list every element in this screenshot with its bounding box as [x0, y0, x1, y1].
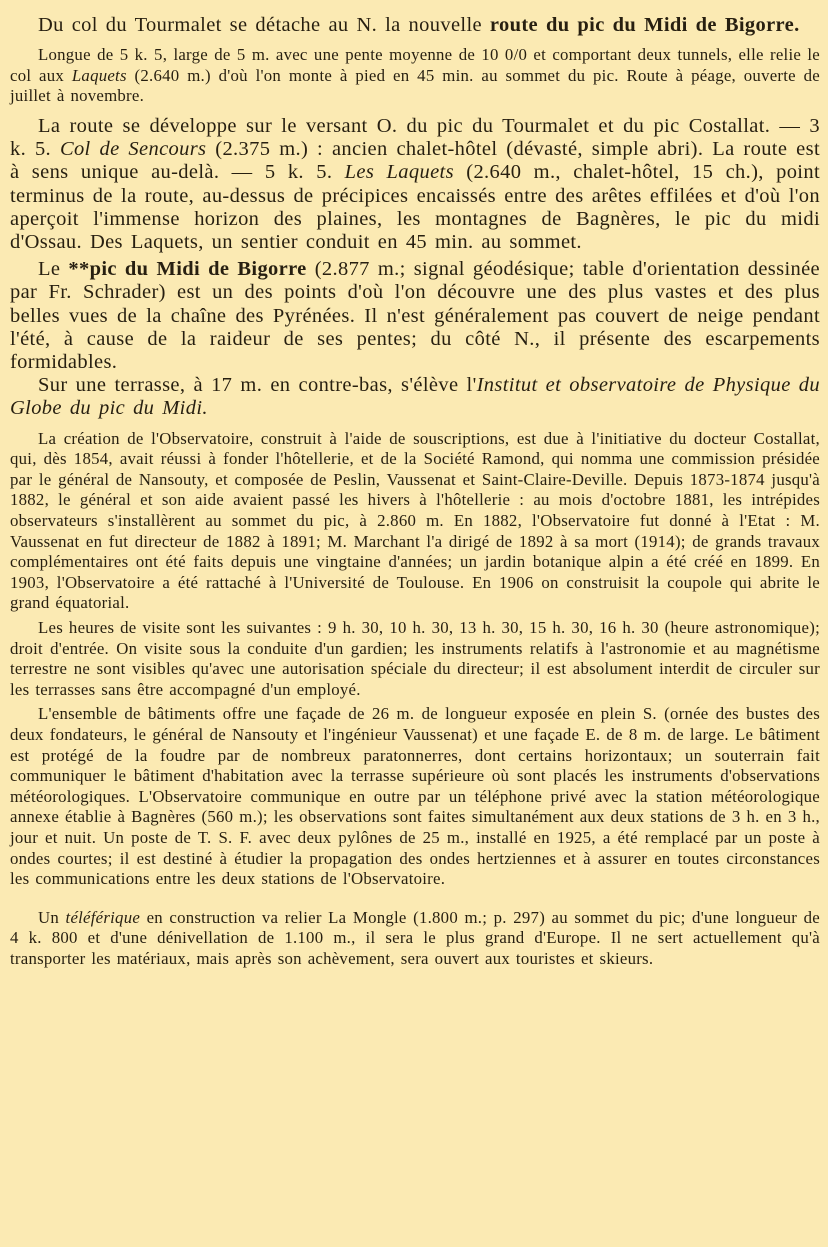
text-run: L'ensemble de bâtiments offre une façade de 26 m. de longueur exposée en plein S. (ornée des bustes des deux fondateurs, le général de Nansouty et l'ingénieur Vaussenat) et une façade E. de 8 m. de large. Le bâtiment est protégé de la foudre par de nombreux paratonnerres, dont certains horizontaux; un souterrain fait communiquer le bâtiment d'habitation avec la terrasse supérieure où sont placés les instruments d'observations météorologiques. L'Observatoire communique en outre par un téléphone privé avec la station météorologique annexe établie à Bagnères (560 m.); les observations sont faites simultanément aux deux stations de 3 h. en 3 h., jour et nuit. Un poste de T. S. F. avec deux pylônes de 25 m., installé en 1925, a été remplacé par un poste à ondes courtes; il est destiné à étudier la propagation des ondes hertziennes et à assurer en toutes circonstances les communications entre les deux stations de l'Observatoire.	[10, 704, 820, 889]
italic-text-run: Laquets	[71, 65, 127, 85]
paragraph-route-heading	[10, 14, 820, 37]
text-run: (2.375 m.) : ancien chalet-hôtel (dévasté, simple abri). La route est à sens unique au-delà. — 5 k. 5.	[10, 138, 821, 184]
text-run: Les heures de visite sont les suivantes : 9 h. 30, 10 h. 30, 13 h. 30, 15 h. 30, 16 h. 30 (heure astronomique); droit d'entrée. On visite sous la conduite d'un gardien; les instruments relatifs à l'astronomie et au magnétisme terrestre ne sont visibles qu'avec une autorisation spéciale du directeur; il est absolument interdit de circuler sur les terrasses sans être accompagné d'un employé.	[10, 617, 820, 699]
text-run: Un	[38, 907, 66, 927]
paragraph-batiments	[10, 704, 820, 889]
paragraph-observatoire-histoire	[10, 429, 820, 614]
text-run: La création de l'Observatoire, construit à l'aide de souscriptions, est due à l'initiative du docteur Costallat, qui, dès 1854, avait réussi à fonder l'hôtellerie, et de la Société Ramond, qui nomma une commission présidée par le général de Nansouty, et composée de Peslin, Vaussenat et Saint-Claire-Deville. Depuis 1873-1874 jusqu'à 1882, le général et son aide avaient passé les hivers à l'hôtellerie : au mois d'octobre 1881, les intrépides observateurs s'installèrent au sommet du pic, à 2.860 m. En 1882, l'Observatoire fut donné à l'Etat : M. Vaussenat en fut directeur de 1882 à 1891; M. Marchant l'a dirigé de 1892 à sa mort (1914); de grands travaux complémentaires ont été faits depuis une vingtaine d'années; un jardin botanique alpin a été créé en 1899. En 1903, l'Observatoire a été rattaché à l'Université de Toulouse. En 1906 on construisit la coupole qui abrite le grand équatorial.	[10, 428, 820, 613]
paragraph-pic-du-midi	[10, 258, 820, 374]
italic-text-run: téléférique	[65, 907, 141, 927]
italic-text-run: Les Laquets	[344, 161, 454, 184]
bold-text-run: route du pic du Midi de Bigorre.	[489, 14, 800, 36]
text-run: Du col du Tourmalet se détache au N. la nouvelle	[38, 14, 490, 36]
bold-text-run: **pic du Midi de Bigorre	[68, 258, 307, 281]
text-run: en construction va relier La Mongle (1.800 m.; p. 297) au sommet du pic; d'une longueur de 4 k. 800 et d'une dénivellation de 1.100 m., il sera le plus grand d'Europe. Il ne sert actuellement qu'à transporter les matériaux, mais après son achèvement, sera ouvert aux touristes et skieurs.	[10, 907, 820, 968]
paragraph-heures-visite	[10, 618, 820, 700]
paragraph-teleferique	[10, 908, 820, 970]
text-run: (2.877 m.; signal géodésique; table d'orientation dessinée par Fr. Schrader) est un des points d'où l'on découvre une des plus vastes et des plus belles vues de la chaîne des Pyrénées. Il n'est généralement pas couvert de neige pendant l'été, à cause de la raideur de ses pentes; du côté N., il présente des escarpements formidables.	[10, 258, 820, 374]
text-run: Sur une terrasse, à 17 m. en contre-bas, s'élève l'	[38, 374, 477, 397]
paragraph-route-details	[10, 45, 820, 107]
text-run: Le	[38, 258, 69, 281]
text-run: (2.640 m.) d'où l'on monte à pied en 45 min. au sommet du pic. Route à péage, ouverte de juillet à novembre.	[10, 65, 821, 106]
italic-text-run: Institut et observatoire de Physique du Globe du pic du Midi.	[10, 374, 820, 420]
text-run: (2.640 m., chalet-hôtel, 15 ch.), point terminus de la route, au-dessus de précipices encaissés entre des arêtes effilées et d'où l'on aperçoit l'immense horizon des plaines, les montagnes de Bagnères, le pic du midi d'Ossau. Des Laquets, un sentier conduit en 45 min. au sommet.	[10, 161, 820, 253]
italic-text-run: Col de Sencours	[59, 138, 207, 161]
guidebook-page	[10, 14, 820, 969]
text-run: La route se développe sur le versant O. du pic du Tourmalet et du pic Costallat. — 3 k. 5.	[10, 114, 820, 161]
paragraph-institut	[10, 374, 820, 420]
text-run: Longue de 5 k. 5, large de 5 m. avec une pente moyenne de 10 0/0 et comportant deux tunnels, elle relie le col aux	[10, 45, 820, 85]
paragraph-route-description	[10, 115, 820, 254]
